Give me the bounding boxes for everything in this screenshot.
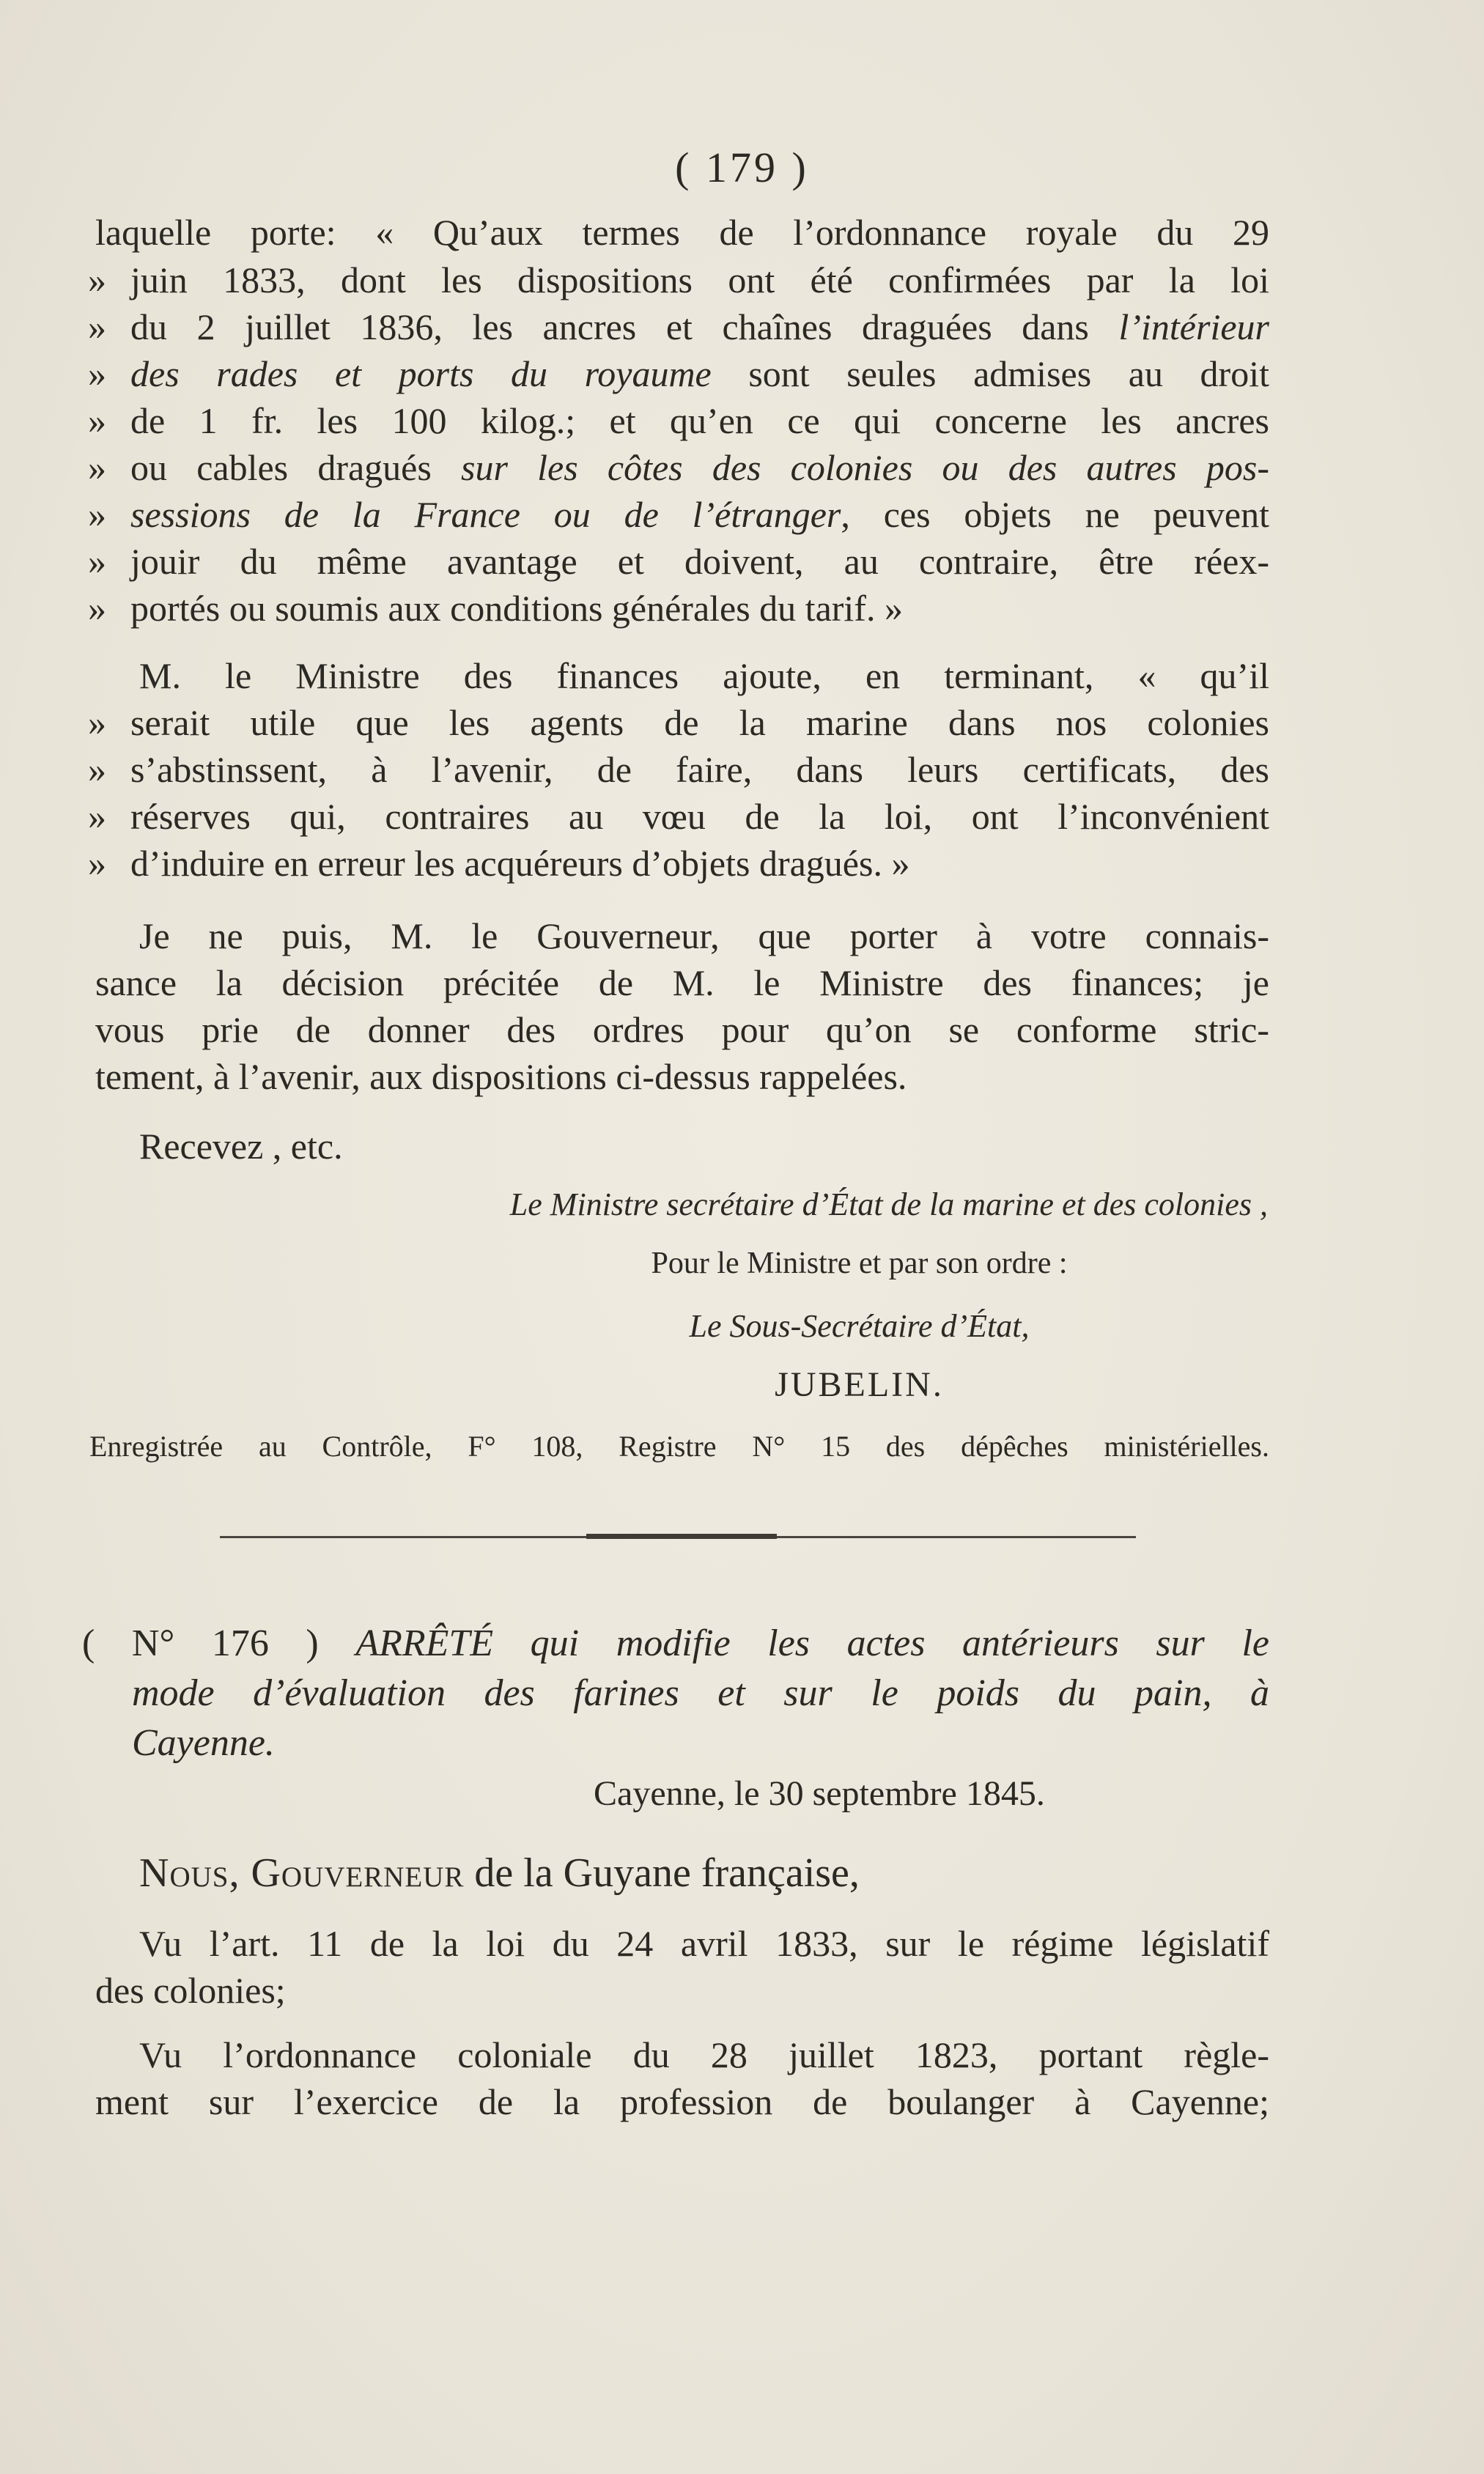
- text-line: » d’induire en erreur les acquéreurs d’objets dragués. »: [88, 843, 910, 884]
- text-line: Vu l’art. 11 de la loi du 24 avril 1833, sur le régime législatif: [139, 1923, 1269, 1964]
- text-line: des colonies;: [95, 1970, 286, 2011]
- text-line: M. le Ministre des finances ajoute, en terminant, « qu’il: [139, 655, 1269, 696]
- text-line: » s’abstinssent, à l’avenir, de faire, dans leurs certificats, des: [88, 749, 1269, 790]
- text-line: » du 2 juillet 1836, les ancres et chaînes draguées dans l’intérieur: [88, 306, 1269, 347]
- text-line: vous prie de donner des ordres pour qu’on se conforme stric-: [95, 1009, 1269, 1050]
- arrete-heading-line: Cayenne.: [132, 1722, 275, 1764]
- signature-order: Pour le Ministre et par son ordre :: [651, 1247, 1068, 1280]
- text-line: » ou cables dragués sur les côtes des colonies ou des autres pos-: [88, 447, 1270, 488]
- text-line: ment sur l’exercice de la profession de boulanger à Cayenne;: [95, 2081, 1269, 2122]
- text-line: » portés ou soumis aux conditions générales du tarif. »: [88, 588, 903, 629]
- text-line: tement, à l’avenir, aux dispositions ci-dessus rappelées.: [95, 1056, 907, 1097]
- page-number: ( 179 ): [675, 144, 809, 191]
- arrete-heading-line: mode d’évaluation des farines et sur le poids du pain, à: [132, 1672, 1269, 1714]
- text-line: Je ne puis, M. le Gouverneur, que porter à votre connais-: [139, 915, 1269, 956]
- text-line: » sessions de la France ou de l’étranger, ces objets ne peuvent: [88, 494, 1269, 535]
- arrete-preamble: Nous, Gouverneur de la Guyane française,: [139, 1850, 860, 1896]
- signature-title: Le Ministre secrétaire d’État de la marine et des colonies ,: [509, 1186, 1268, 1222]
- text-line: » réserves qui, contraires au vœu de la loi, ont l’inconvénient: [88, 796, 1269, 837]
- signature-name: JUBELIN.: [775, 1365, 944, 1404]
- text-line: » jouir du même avantage et doivent, au contraire, être réex-: [88, 541, 1269, 582]
- registration-note: Enregistrée au Contrôle, F° 108, Registre N° 15 des dépêches ministérielles.: [89, 1430, 1269, 1463]
- text-line: » serait utile que les agents de la marine dans nos colonies: [88, 702, 1269, 743]
- arrete-date: Cayenne, le 30 septembre 1845.: [594, 1774, 1045, 1813]
- text-line: » juin 1833, dont les dispositions ont été confirmées par la loi: [88, 259, 1269, 300]
- text-line: sance la décision précitée de M. le Ministre des finances; je: [95, 962, 1269, 1003]
- text-line: laquelle porte: « Qu’aux termes de l’ordonnance royale du 29: [95, 212, 1269, 253]
- section-divider-ornament: [586, 1534, 777, 1539]
- arrete-heading-line: ( N° 176 ) ARRÊTÉ qui modifie les actes antérieurs sur le: [82, 1622, 1270, 1664]
- text-line: » des rades et ports du royaume sont seules admises au droit: [88, 353, 1269, 394]
- text-line: Vu l’ordonnance coloniale du 28 juillet 1823, portant règle-: [139, 2034, 1269, 2075]
- text-line: » de 1 fr. les 100 kilog.; et qu’en ce qui concerne les ancres: [88, 400, 1269, 441]
- closing-formula: Recevez , etc.: [139, 1126, 343, 1167]
- signature-undersecretary: Le Sous-Secrétaire d’État,: [689, 1308, 1030, 1344]
